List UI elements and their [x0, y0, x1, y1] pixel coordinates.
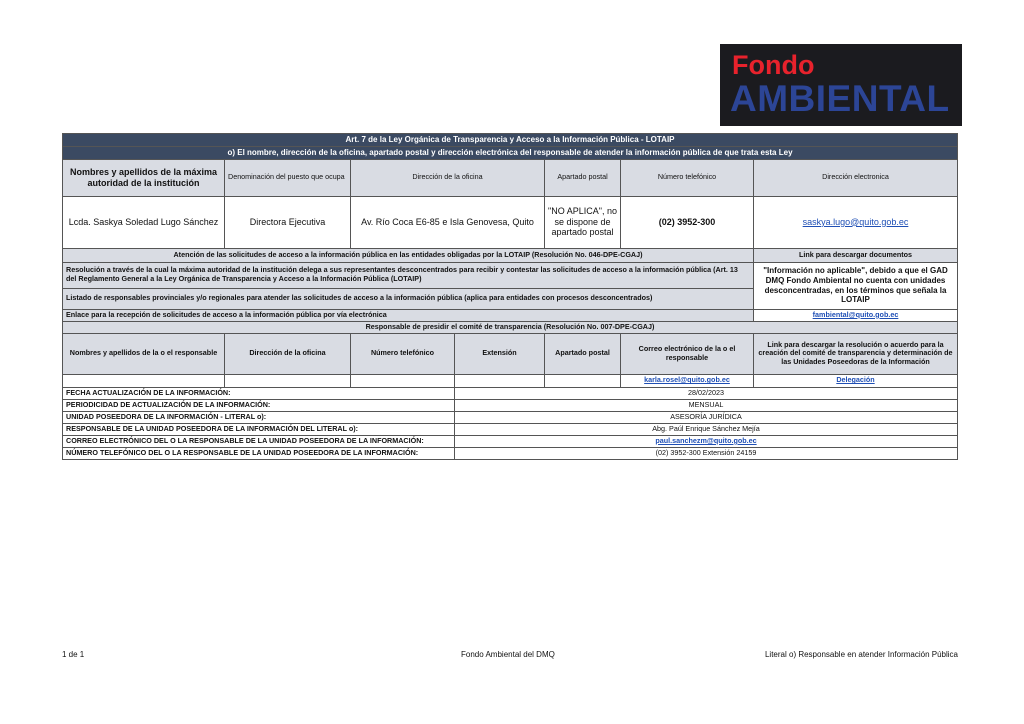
provincial-list-row: Listado de responsables provinciales y/o regionales para atender las solicitudes de acceso a la información pública (aplica para entidades con procesos desconcentrados)	[63, 288, 754, 309]
info-label-phone: NÚMERO TELEFÓNICO DEL O LA RESPONSABLE DE LA UNIDAD POSEEDORA DE LA INFORMACIÓN:	[63, 447, 455, 459]
authority-position: Directora Ejecutiva	[225, 196, 351, 248]
footer-institution: Fondo Ambiental del DMQ	[461, 650, 555, 659]
comite-name-cell	[63, 374, 225, 387]
comite-office-cell	[225, 374, 351, 387]
title-literal: o) El nombre, dirección de la oficina, apartado postal y dirección electrónica del responsable de atender la información pública de que trata esta Ley	[63, 146, 958, 159]
title-law: Art. 7 de la Ley Orgánica de Transparencia y Acceso a la Información Pública - LOTAIP	[63, 134, 958, 147]
info-value-date: 28/02/2023	[455, 387, 958, 399]
logo-line2: AMBIENTAL	[730, 78, 950, 119]
header-authority-name: Nombres y apellidos de la máxima autoridad de la institución	[63, 159, 225, 196]
comite-postal-cell	[545, 374, 621, 387]
info-value-phone: (02) 3952-300 Extensión 24159	[455, 447, 958, 459]
electronic-request-row: Enlace para la recepción de solicitudes de acceso a la información pública por vía electrónica	[63, 309, 754, 321]
comite-extension-cell	[455, 374, 545, 387]
lotaip-table	[62, 133, 958, 460]
office-address: Av. Río Coca E6-85 e Isla Genovesa, Quito	[351, 196, 545, 248]
logo-line1: Fondo	[732, 50, 815, 80]
comite-header-email: Correo electrónico de la o el responsable	[621, 333, 754, 374]
comite-header-office: Dirección de la oficina	[225, 333, 351, 374]
authority-email-link[interactable]: saskya.lugo@quito.gob.ec	[754, 196, 958, 248]
info-label-periodicity: PERIODICIDAD DE ACTUALIZACIÓN DE LA INFORMACIÓN:	[63, 399, 455, 411]
info-label-responsible: RESPONSABLE DE LA UNIDAD POSEEDORA DE LA INFORMACIÓN DEL LITERAL o):	[63, 423, 455, 435]
info-label-date: FECHA ACTUALIZACIÓN DE LA INFORMACIÓN:	[63, 387, 455, 399]
comite-header-postal: Apartado postal	[545, 333, 621, 374]
info-value-periodicity: MENSUAL	[455, 399, 958, 411]
not-applicable-note: "Información no aplicable", debido a que el GAD DMQ Fondo Ambiental no cuenta con unidades desconcentradas, en los términos que señala la LOTAIP	[754, 262, 958, 309]
comite-header: Responsable de presidir el comité de transparencia (Resolución No. 007-DPE-CGAJ)	[63, 321, 958, 333]
comite-header-extension: Extensión	[455, 333, 545, 374]
info-label-email: CORREO ELECTRÓNICO DEL O LA RESPONSABLE DE LA UNIDAD POSEEDORA DE LA INFORMACIÓN:	[63, 435, 455, 447]
header-position: Denominación del puesto que ocupa	[225, 159, 351, 196]
footer-page-number: 1 de 1	[62, 650, 85, 659]
delegacion-link[interactable]: Delegación	[754, 374, 958, 387]
info-value-unit: ASESORÍA JURÍDICA	[455, 411, 958, 423]
comite-phone-cell	[351, 374, 455, 387]
comite-header-phone: Número telefónico	[351, 333, 455, 374]
authority-phone: (02) 3952-300	[621, 196, 754, 248]
atencion-header: Atención de las solicitudes de acceso a la información pública en las entidades obligadas por la LOTAIP (Resolución No. 046-DPE-CGAJ)	[63, 248, 754, 262]
info-value-email-link[interactable]: paul.sanchezm@quito.gob.ec	[455, 435, 958, 447]
resolution-row: Resolución a través de la cual la máxima autoridad de la institución delega a sus representantes desconcentrados para recibir y contestar las solicitudes de acceso a la información pública (Art. 13 del Reglamento General a la Ley Orgánica de Transparencia y Acceso a la Información Pública (LOTAIP)	[63, 262, 754, 288]
footer-literal: Literal o) Responsable en atender Información Pública	[764, 650, 958, 659]
header-phone: Número telefónico	[621, 159, 754, 196]
info-value-responsible: Abg. Paúl Enrique Sánchez Mejía	[455, 423, 958, 435]
header-email: Dirección electronica	[754, 159, 958, 196]
comite-header-name: Nombres y apellidos de la o el responsable	[63, 333, 225, 374]
fambiental-email-link[interactable]: fambiental@quito.gob.ec	[754, 309, 958, 321]
download-links-header: Link para descargar documentos	[754, 248, 958, 262]
header-office-address: Dirección de la oficina	[351, 159, 545, 196]
postal-box: "NO APLICA", no se dispone de apartado postal	[545, 196, 621, 248]
header-postal-box: Apartado postal	[545, 159, 621, 196]
comite-email-link[interactable]: karla.rosel@quito.gob.ec	[621, 374, 754, 387]
comite-header-link: Link para descargar la resolución o acuerdo para la creación del comité de transparencia y determinación de las Unidades Poseedoras de la Información	[754, 333, 958, 374]
authority-name: Lcda. Saskya Soledad Lugo Sánchez	[63, 196, 225, 248]
fondo-ambiental-logo	[720, 44, 962, 126]
info-label-unit: UNIDAD POSEEDORA DE LA INFORMACIÓN - LITERAL o):	[63, 411, 455, 423]
